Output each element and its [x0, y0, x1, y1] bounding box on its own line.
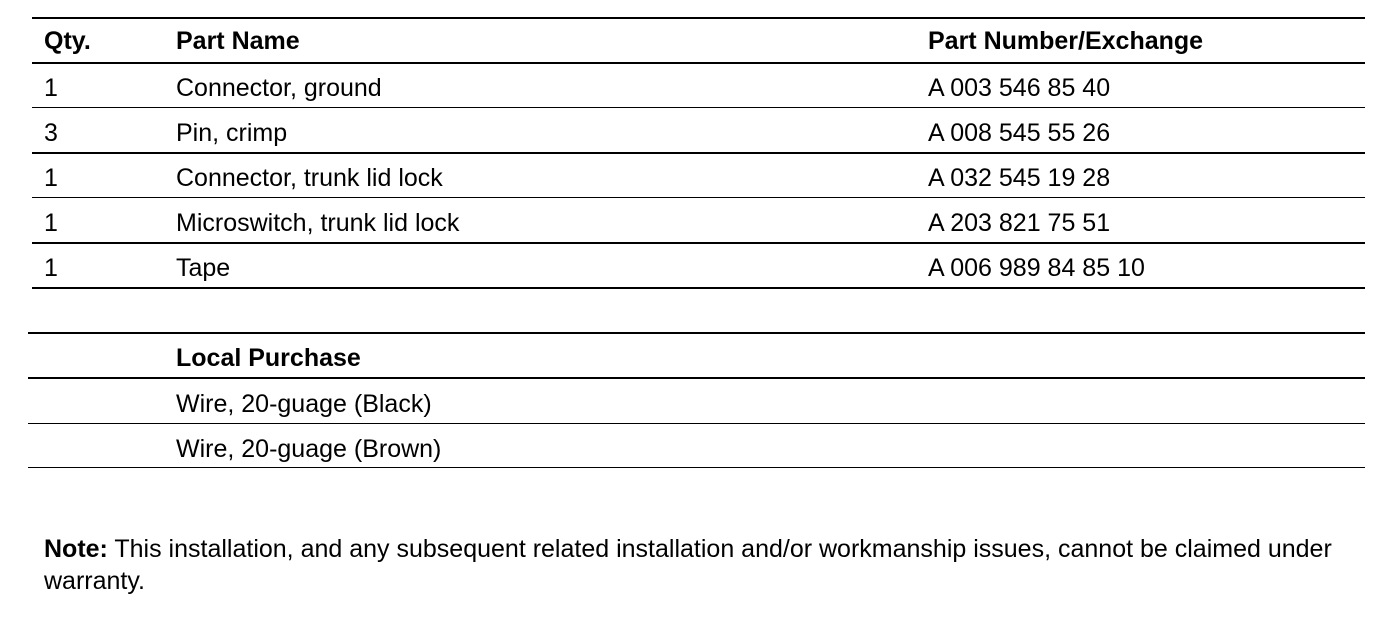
row-rule	[32, 197, 1365, 198]
row-rule	[32, 107, 1365, 108]
cell-part-number: A 203 821 75 51	[928, 209, 1111, 237]
note-text: This installation, and any subsequent related installation and/or workmanship issues, cannot be claimed under warranty.	[44, 535, 1332, 595]
local-purchase-bottom-rule	[28, 467, 1365, 468]
cell-part-name: Pin, crimp	[176, 119, 288, 147]
cell-qty: 1	[44, 209, 58, 237]
header-part-name: Part Name	[176, 27, 300, 55]
cell-qty: 3	[44, 119, 58, 147]
list-item	[32, 427, 1365, 472]
table-row	[32, 246, 1365, 291]
cell-part-number: A 006 989 84 85 10	[928, 254, 1145, 282]
warranty-note	[44, 533, 1344, 597]
row-rule	[32, 242, 1365, 244]
cell-part-name: Tape	[176, 254, 231, 282]
table-row	[32, 156, 1365, 201]
local-purchase-heading: Local Purchase	[176, 344, 361, 372]
cell-part-number: A 003 546 85 40	[928, 74, 1111, 102]
cell-part-name: Connector, ground	[176, 74, 382, 102]
local-purchase-item: Wire, 20-guage (Black)	[176, 390, 432, 418]
local-purchase-header-row	[32, 336, 1365, 381]
table-bottom-rule	[32, 287, 1365, 289]
cell-qty: 1	[44, 254, 58, 282]
row-rule	[28, 377, 1365, 379]
table-row	[32, 66, 1365, 111]
table-row	[32, 201, 1365, 246]
row-rule	[28, 423, 1365, 424]
table-header-row	[32, 19, 1365, 64]
cell-qty: 1	[44, 164, 58, 192]
list-item	[32, 382, 1365, 427]
cell-part-name: Connector, trunk lid lock	[176, 164, 443, 192]
row-rule	[32, 62, 1365, 64]
note-label: Note:	[44, 535, 108, 563]
local-purchase-item: Wire, 20-guage (Brown)	[176, 435, 442, 463]
cell-part-number: A 008 545 55 26	[928, 119, 1111, 147]
table-row	[32, 111, 1365, 156]
cell-part-number: A 032 545 19 28	[928, 164, 1111, 192]
row-rule	[32, 152, 1365, 154]
header-part-number: Part Number/Exchange	[928, 27, 1204, 55]
header-qty: Qty.	[44, 27, 91, 55]
cell-qty: 1	[44, 74, 58, 102]
local-purchase-top-rule	[28, 332, 1365, 334]
cell-part-name: Microswitch, trunk lid lock	[176, 209, 460, 237]
